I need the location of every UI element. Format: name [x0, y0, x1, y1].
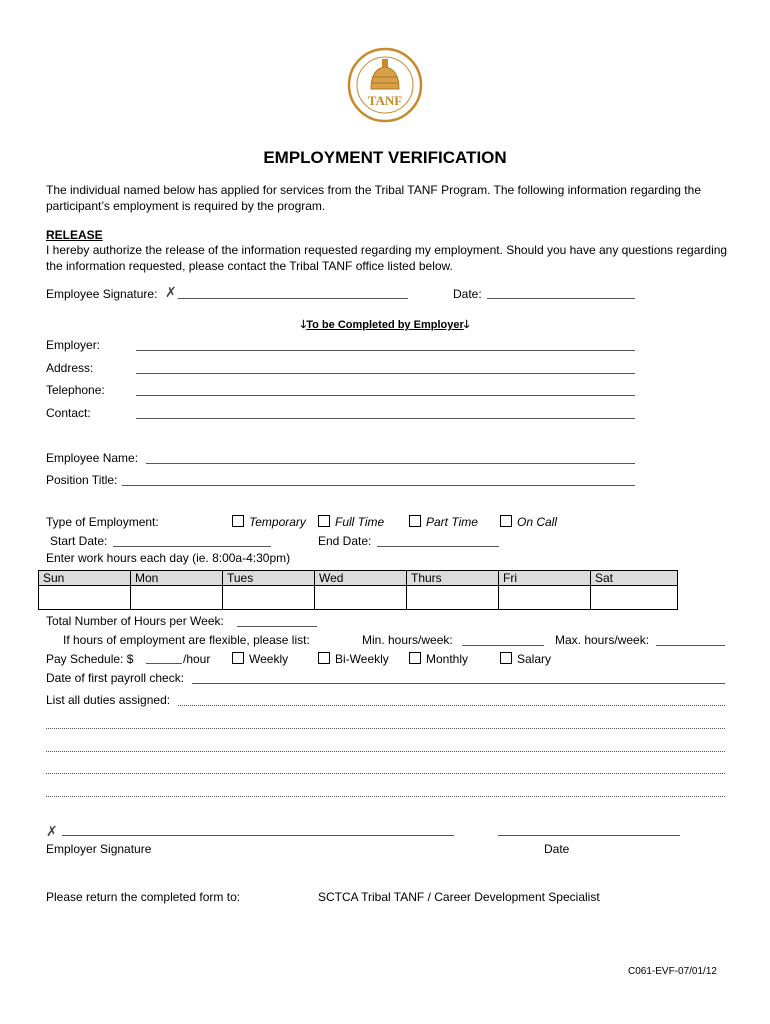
employer-banner: [0, 316, 770, 335]
first-payroll-label: Date of first payroll check:: [46, 671, 185, 685]
per-hour-label: /hour: [183, 652, 211, 666]
temporary-checkbox[interactable]: [232, 515, 244, 527]
page-title: EMPLOYMENT VERIFICATION: [263, 148, 507, 167]
weekly-checkbox[interactable]: [232, 652, 244, 664]
return-address: SCTCA Tribal TANF / Career Development Specialist: [318, 890, 600, 904]
duties-line[interactable]: [178, 705, 725, 706]
hours-cell-thurs[interactable]: [407, 586, 499, 610]
bi-weekly-checkbox[interactable]: [318, 652, 330, 664]
employer-signature-line[interactable]: [62, 835, 454, 836]
position-title-field[interactable]: [122, 485, 635, 486]
on-call-label: On Call: [517, 515, 558, 529]
contact-label: Contact:: [46, 406, 91, 420]
employee-name-label: Employee Name:: [46, 451, 139, 465]
max-hours-label: Max. hours/week:: [555, 633, 650, 647]
signature-x-icon: ✗: [165, 284, 177, 300]
hours-cell-tues[interactable]: [223, 586, 315, 610]
hours-cell-sun[interactable]: [39, 586, 131, 610]
address-field[interactable]: [136, 373, 635, 374]
duties-line[interactable]: [46, 773, 725, 774]
monthly-checkbox[interactable]: [409, 652, 421, 664]
work-hours-table: [38, 570, 678, 610]
release-paragraph: I hereby authorize the release of the information requested regarding my employment. Should you have any questions regarding the information requested, please contact the Tribal TANF office listed below.: [46, 243, 728, 273]
employer-label: Employer:: [46, 338, 101, 352]
monthly-label: Monthly: [426, 652, 469, 666]
employer-date-line[interactable]: [498, 835, 680, 836]
tanf-logo: [347, 47, 423, 123]
address-label: Address:: [46, 361, 94, 375]
release-heading: RELEASE: [46, 228, 103, 242]
bi-weekly-label: Bi-Weekly: [335, 652, 389, 666]
temporary-label: Temporary: [249, 515, 306, 529]
work-hours-label: Enter work hours each day (ie. 8:00a-4:30pm): [46, 551, 291, 565]
intro-paragraph: The individual named below has applied for services from the Tribal TANF Program. The following information regarding the participant’s employment is required by the program.: [46, 183, 701, 213]
start-date-field[interactable]: [113, 546, 271, 547]
hours-cell-sat[interactable]: [591, 586, 678, 610]
first-payroll-field[interactable]: [192, 683, 725, 684]
salary-checkbox[interactable]: [500, 652, 512, 664]
position-title-label: Position Title:: [46, 473, 118, 487]
max-hours-field[interactable]: [656, 645, 725, 646]
pay-rate-field[interactable]: [146, 663, 182, 664]
signature-date-label: Date: [544, 842, 570, 856]
contact-field[interactable]: [136, 418, 635, 419]
day-header-thurs: Thurs: [407, 571, 499, 586]
arrow-down-icon: 🡓: [300, 319, 307, 331]
end-date-field[interactable]: [377, 546, 499, 547]
on-call-checkbox[interactable]: [500, 515, 512, 527]
day-header-tues: Tues: [223, 571, 315, 586]
date-label: Date:: [453, 287, 482, 301]
telephone-field[interactable]: [136, 395, 635, 396]
full-time-checkbox[interactable]: [318, 515, 330, 527]
hours-cell-mon[interactable]: [131, 586, 223, 610]
employee-signature-line[interactable]: [178, 298, 408, 299]
flexible-hours-label: If hours of employment are flexible, please list:: [63, 633, 310, 647]
duties-line[interactable]: [46, 751, 725, 752]
arrow-down-icon: 🡓: [463, 319, 470, 331]
employer-signature-label: Employer Signature: [46, 842, 152, 856]
day-header-mon: Mon: [131, 571, 223, 586]
weekly-label: Weekly: [249, 652, 289, 666]
duties-line[interactable]: [46, 796, 725, 797]
duties-label: List all duties assigned:: [46, 693, 171, 707]
salary-label: Salary: [517, 652, 552, 666]
employee-signature-label: Employee Signature:: [46, 287, 158, 301]
part-time-checkbox[interactable]: [409, 515, 421, 527]
employer-field[interactable]: [136, 350, 635, 351]
form-code: C061-EVF-07/01/12: [628, 966, 717, 977]
min-hours-label: Min. hours/week:: [362, 633, 453, 647]
return-label: Please return the completed form to:: [46, 890, 241, 904]
start-date-label: Start Date:: [50, 534, 108, 548]
full-time-label: Full Time: [335, 515, 385, 529]
logo-text: TANF: [367, 93, 403, 108]
part-time-label: Part Time: [426, 515, 478, 529]
duties-line[interactable]: [46, 728, 725, 729]
hours-cell-fri[interactable]: [499, 586, 591, 610]
day-header-fri: Fri: [499, 571, 591, 586]
day-header-sun: Sun: [39, 571, 131, 586]
hours-cell-wed[interactable]: [315, 586, 407, 610]
telephone-label: Telephone:: [46, 383, 105, 397]
day-header-wed: Wed: [315, 571, 407, 586]
table-header-row: [39, 571, 678, 586]
employee-date-line[interactable]: [487, 298, 635, 299]
employee-name-field[interactable]: [146, 463, 635, 464]
min-hours-field[interactable]: [462, 645, 544, 646]
total-hours-field[interactable]: [237, 626, 317, 627]
end-date-label: End Date:: [318, 534, 372, 548]
pay-schedule-label: Pay Schedule: $: [46, 652, 134, 666]
type-of-employment-label: Type of Employment:: [46, 515, 159, 529]
total-hours-label: Total Number of Hours per Week:: [46, 614, 224, 628]
employer-banner-label: To be Completed by Employer: [306, 319, 464, 331]
signature-x-icon: ✗: [46, 823, 58, 839]
day-header-sat: Sat: [591, 571, 678, 586]
table-row: [39, 586, 678, 610]
